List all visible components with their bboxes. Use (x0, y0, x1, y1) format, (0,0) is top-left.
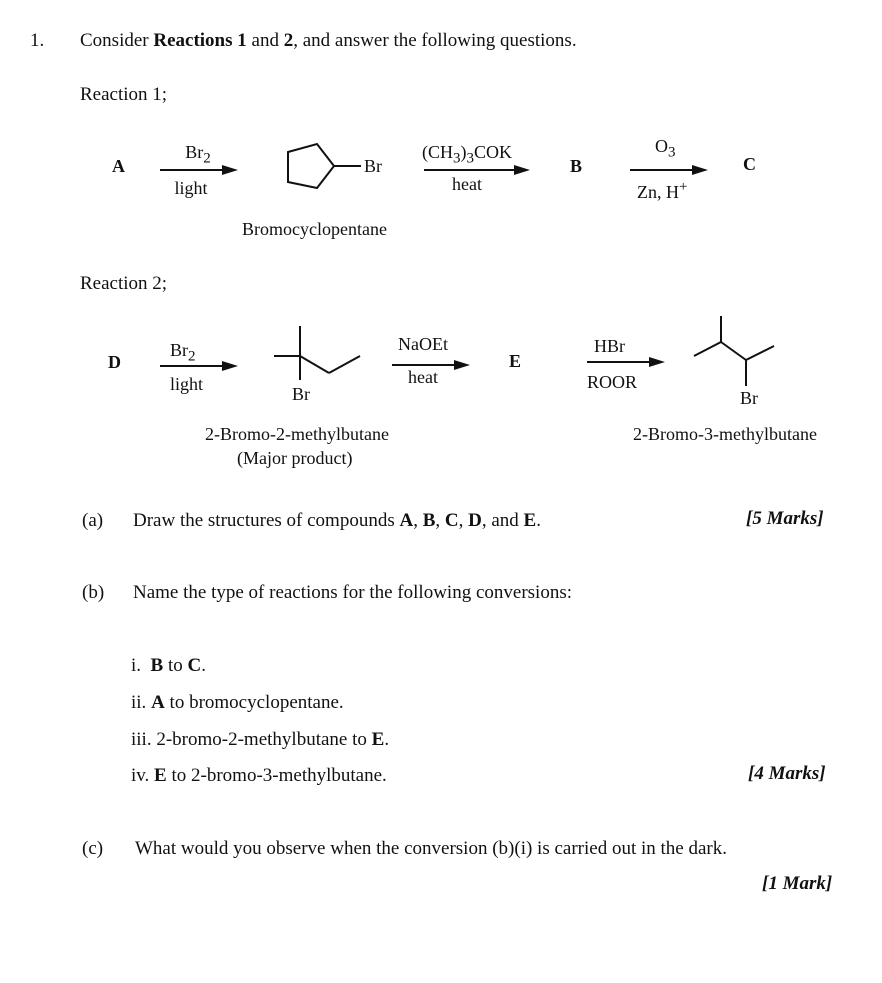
item-number: iv. (131, 765, 150, 786)
reaction1-label-b: B (570, 156, 583, 176)
reagent-text: ) (460, 142, 467, 162)
reagent-text: Br (185, 142, 204, 162)
compound: E (154, 765, 167, 786)
bromocyclopentane-br-label: Br (364, 156, 382, 176)
text: , (435, 510, 445, 531)
question-intro (80, 30, 577, 52)
compound: D (468, 510, 482, 531)
bond (746, 346, 774, 360)
part-b-item-i (131, 655, 206, 677)
compound: A (399, 510, 414, 531)
reagent-subscript: 3 (466, 150, 474, 167)
intro-bold-reactions1: Reactions 1 (153, 30, 247, 51)
bond (694, 342, 721, 356)
reaction1-title: Reaction 1; (80, 84, 168, 105)
reagent-superscript: + (679, 179, 688, 195)
reaction2-arrow-3 (587, 356, 667, 368)
part-b-marks: [4 Marks] (748, 763, 826, 784)
product1-name: 2-Bromo-2-methylbutane (205, 424, 389, 444)
item-number: ii. (131, 692, 147, 713)
text: . (384, 729, 390, 750)
compound: C (187, 655, 202, 676)
cyclopentane-ring (288, 144, 334, 188)
reaction1-step1-condition: light (174, 178, 208, 198)
part-b-item-iii (131, 729, 389, 751)
reaction1-label-c: C (743, 154, 756, 174)
bond (721, 342, 746, 360)
reaction2-arrow-1 (160, 360, 240, 372)
text: , (458, 510, 469, 531)
compound: C (444, 510, 459, 531)
part-a-letter: (a) (82, 510, 104, 531)
reaction1-label-a: A (112, 156, 125, 176)
text: , (413, 510, 423, 531)
reaction2-step3-condition: ROOR (587, 372, 638, 392)
product2-name: 2-Bromo-3-methylbutane (633, 424, 817, 444)
compound: B (422, 510, 436, 531)
text: to (163, 655, 188, 676)
reaction2-label-e: E (509, 351, 522, 371)
compound: E (523, 510, 537, 531)
compound: A (151, 692, 165, 713)
part-a-text (133, 510, 541, 532)
reagent-subscript: 2 (188, 348, 196, 365)
text: to 2-bromo-3-methylbutane. (166, 765, 387, 786)
intro-bold-2: 2 (283, 30, 294, 51)
compound: E (371, 729, 385, 750)
reagent-subscript: 2 (203, 150, 211, 167)
reagent-text: COK (474, 142, 513, 162)
bond (300, 356, 329, 373)
part-b-item-iv (131, 765, 387, 787)
reaction1-arrow-1 (160, 164, 240, 176)
reagent-text: Zn, H (637, 182, 679, 202)
question-number: 1. (30, 30, 45, 51)
text: 2-bromo-2-methylbutane to (156, 729, 372, 750)
reaction2-title: Reaction 2; (80, 273, 168, 294)
reaction1-step3-condition (637, 179, 687, 203)
reagent-subscript: 3 (453, 150, 461, 167)
reagent-text: O (655, 136, 668, 156)
product1-note: (Major product) (237, 448, 353, 468)
text: to bromocyclopentane. (164, 692, 344, 713)
reaction2-step2-reagent: NaOEt (398, 334, 448, 354)
part-b-item-ii (131, 692, 344, 714)
reaction1-arrow-3 (630, 164, 710, 176)
reaction2-label-d: D (108, 352, 121, 372)
part-b-letter: (b) (82, 582, 105, 603)
part-c-text: What would you observe when the conversion (b)(i) is carried out in the dark. (135, 838, 727, 859)
bond (329, 356, 360, 373)
item-number: i. (131, 655, 142, 676)
bromocyclopentane-name: Bromocyclopentane (242, 219, 387, 239)
text: . (536, 510, 541, 531)
2-bromo-2-methylbutane-structure (268, 318, 368, 398)
text: . (201, 655, 206, 676)
reaction2-step2-condition: heat (408, 367, 438, 387)
reagent-text: (CH (422, 142, 453, 162)
product2-br-label: Br (740, 388, 758, 408)
item-number: iii. (131, 729, 152, 750)
part-c-letter: (c) (82, 838, 104, 859)
reagent-text: Br (170, 340, 188, 360)
intro-text: Consider (80, 30, 154, 51)
2-bromo-3-methylbutane-structure (686, 310, 786, 395)
reaction1-step2-condition: heat (452, 174, 482, 194)
part-c-marks: [1 Mark] (762, 873, 833, 894)
intro-text: and (246, 30, 284, 51)
reagent-subscript: 3 (668, 144, 676, 161)
product1-br-label: Br (292, 384, 310, 404)
reaction2-step3-reagent: HBr (594, 336, 625, 356)
compound: B (150, 655, 164, 676)
reaction2-step1-condition: light (170, 374, 204, 394)
part-a-marks: [5 Marks] (746, 508, 824, 529)
text: Draw the structures of compounds (133, 510, 400, 531)
reaction1-step3-reagent (655, 136, 676, 162)
intro-text: , and answer the following questions. (293, 30, 577, 51)
part-b-text: Name the type of reactions for the following conversions: (133, 582, 572, 603)
text: , and (481, 510, 524, 531)
